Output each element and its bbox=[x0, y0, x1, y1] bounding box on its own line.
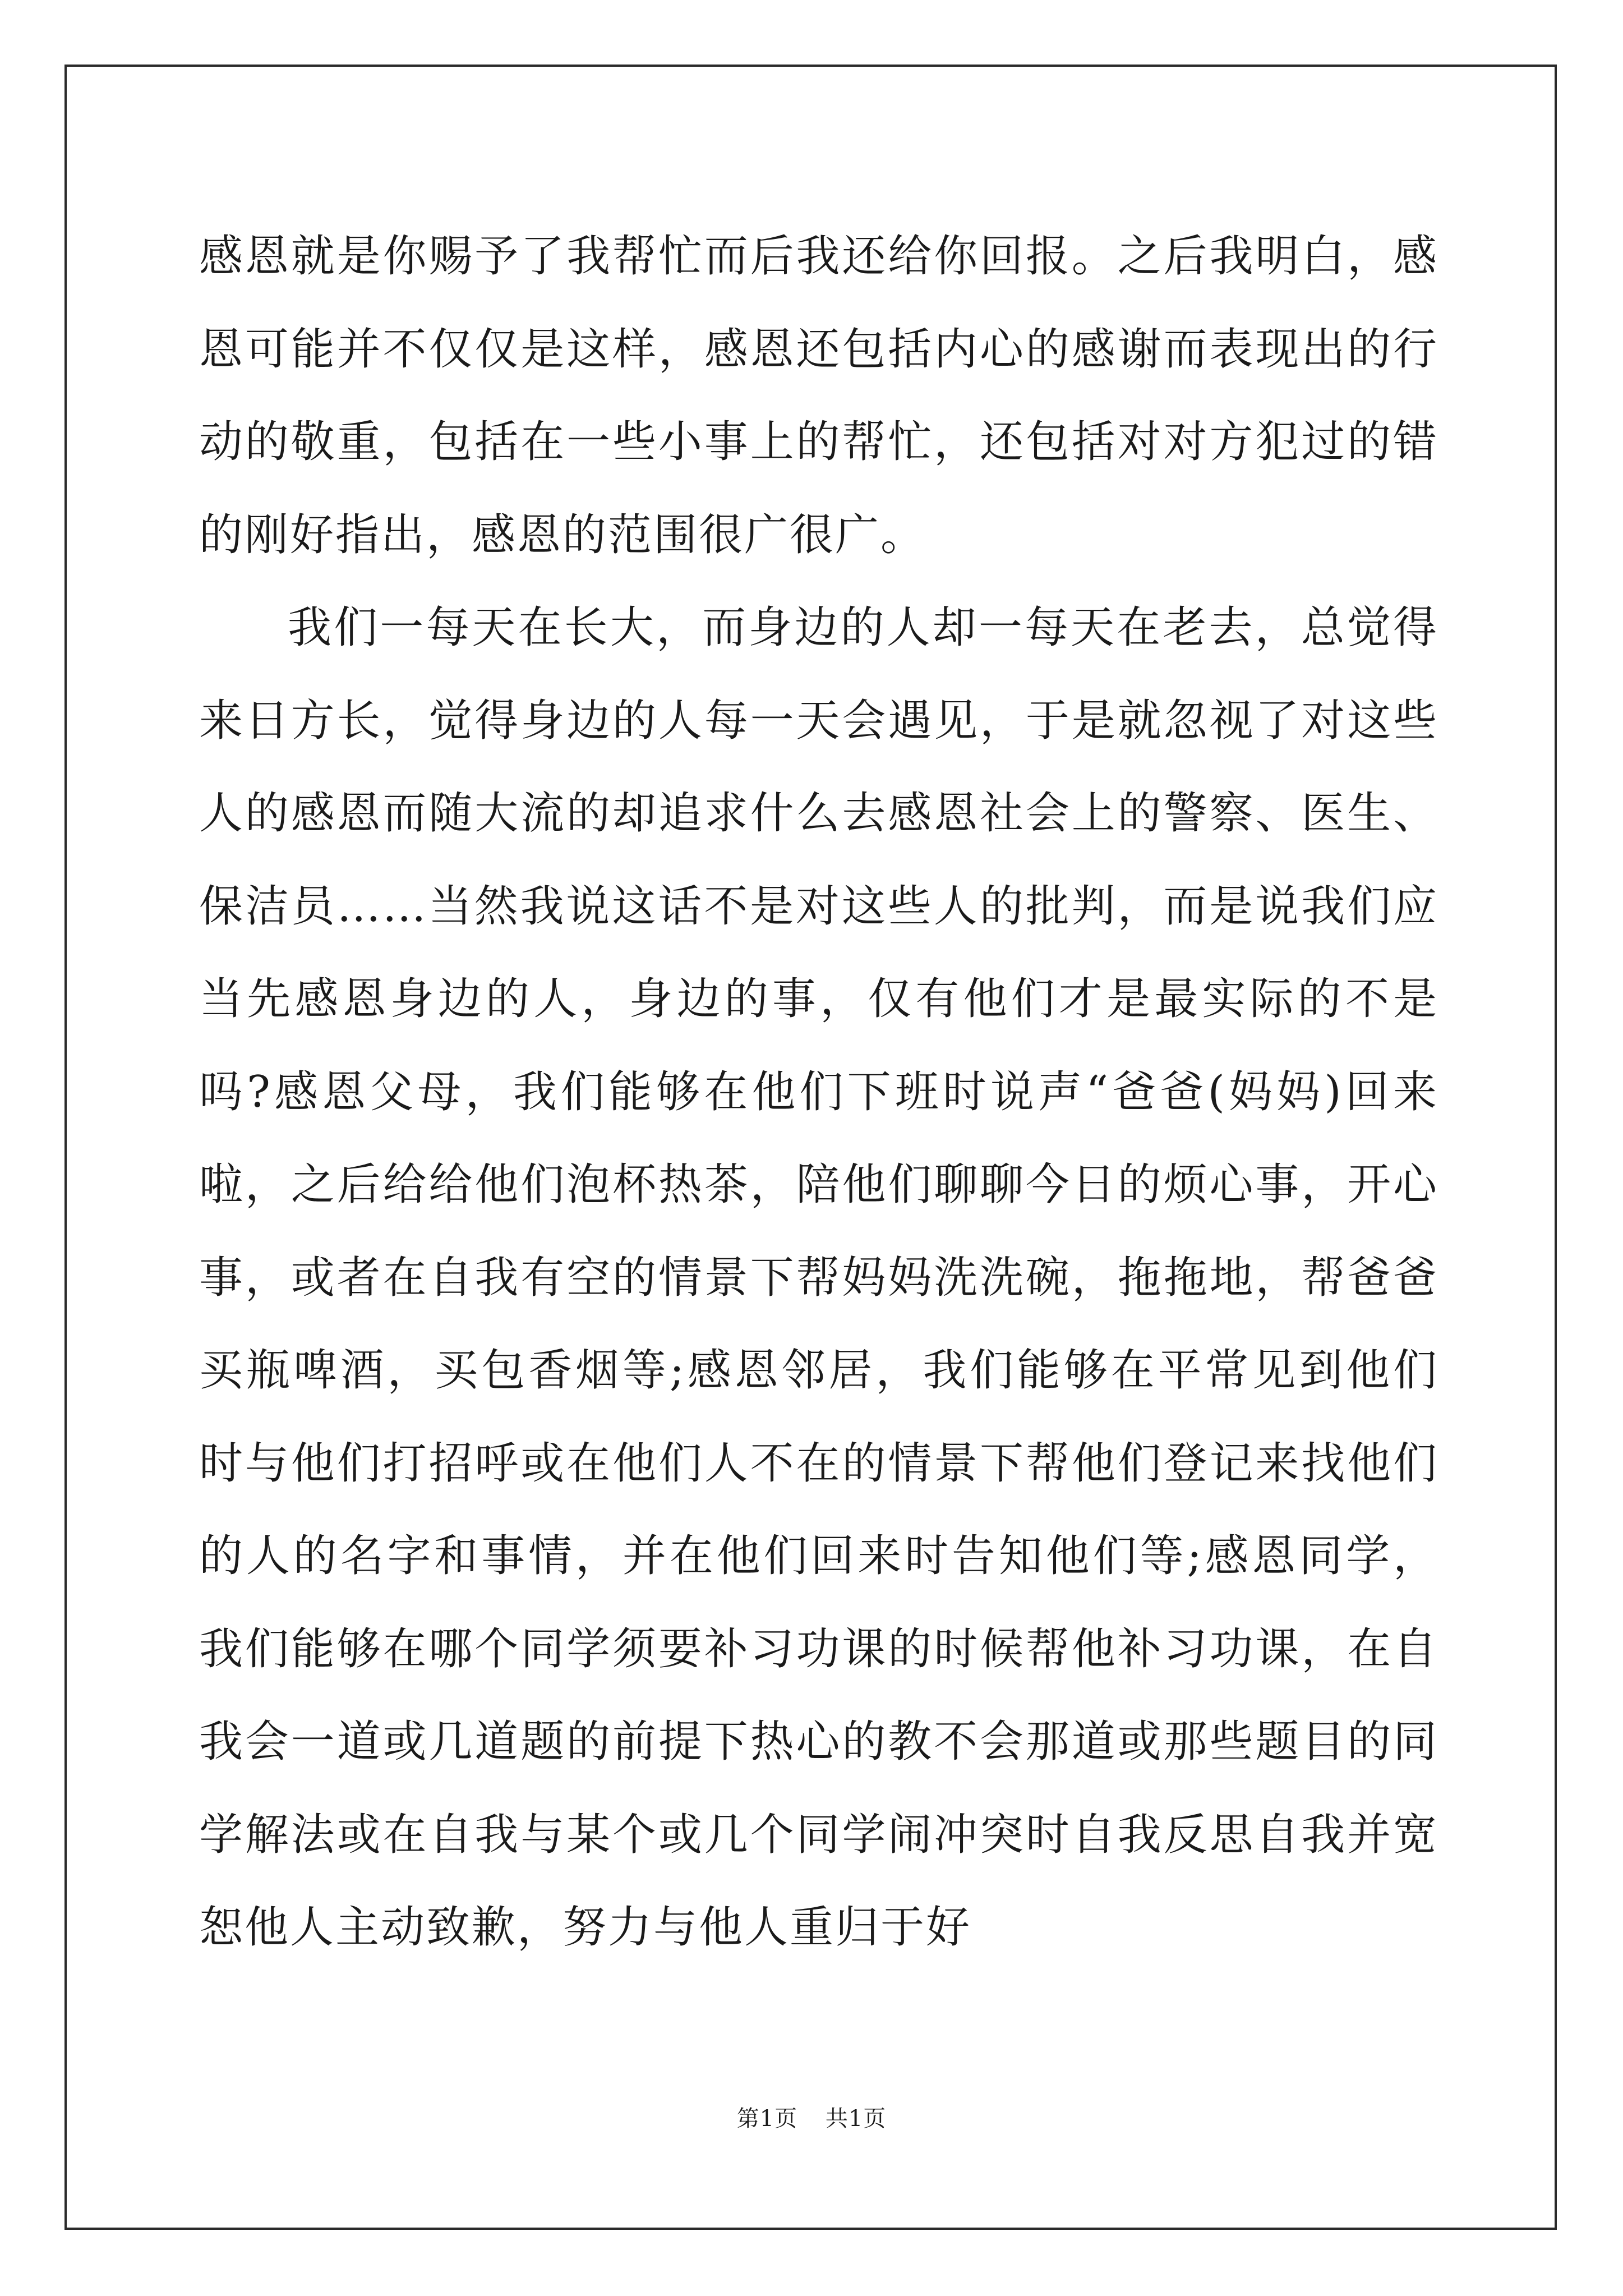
paragraph-1: 感恩就是你赐予了我帮忙而后我还给你回报。之后我明白，感恩可能并不仅仅是这样，感恩还包括内心的感谢而表现出的行动的敬重，包括在一些小事上的帮忙，还包括对对方犯过的错的刚好指出，感恩的范围很广很广。 bbox=[199, 231, 1438, 560]
page-total: 共1页 bbox=[825, 2106, 887, 2132]
page-number: 第1页 bbox=[736, 2106, 798, 2132]
document-body bbox=[199, 210, 1438, 1975]
page-footer bbox=[0, 2101, 1623, 2133]
paragraph-2: 我们一每天在长大，而身边的人却一每天在老去，总觉得来日方长，觉得身边的人每一天会遇见，于是就忽视了对这些人的感恩而随大流的却追求什么去感恩社会上的警察、医生、保洁员……当然我说这话不是对这些人的批判，而是说我们应当先感恩身边的人，身边的事，仅有他们才是最实际的不是吗?感恩父母，我们能够在他们下班时说声“爸爸(妈妈)回来啦，之后给给他们泡杯热茶，陪他们聊聊今日的烦心事，开心事，或者在自我有空的情景下帮妈妈洗洗碗，拖拖地，帮爸爸买瓶啤酒，买包香烟等;感恩邻居，我们能够在平常见到他们时与他们打招呼或在他们人不在的情景下帮他们登记来找他们的人的名字和事情，并在他们回来时告知他们等;感恩同学，我们能够在哪个同学须要补习功课的时候帮他补习功课，在自我会一道或几道题的前提下热心的教不会那道或那些题目的同学解法或在自我与某个或几个同学闹冲突时自我反思自我并宽恕他人主动致歉，努力与他人重归于好 bbox=[199, 602, 1438, 1953]
